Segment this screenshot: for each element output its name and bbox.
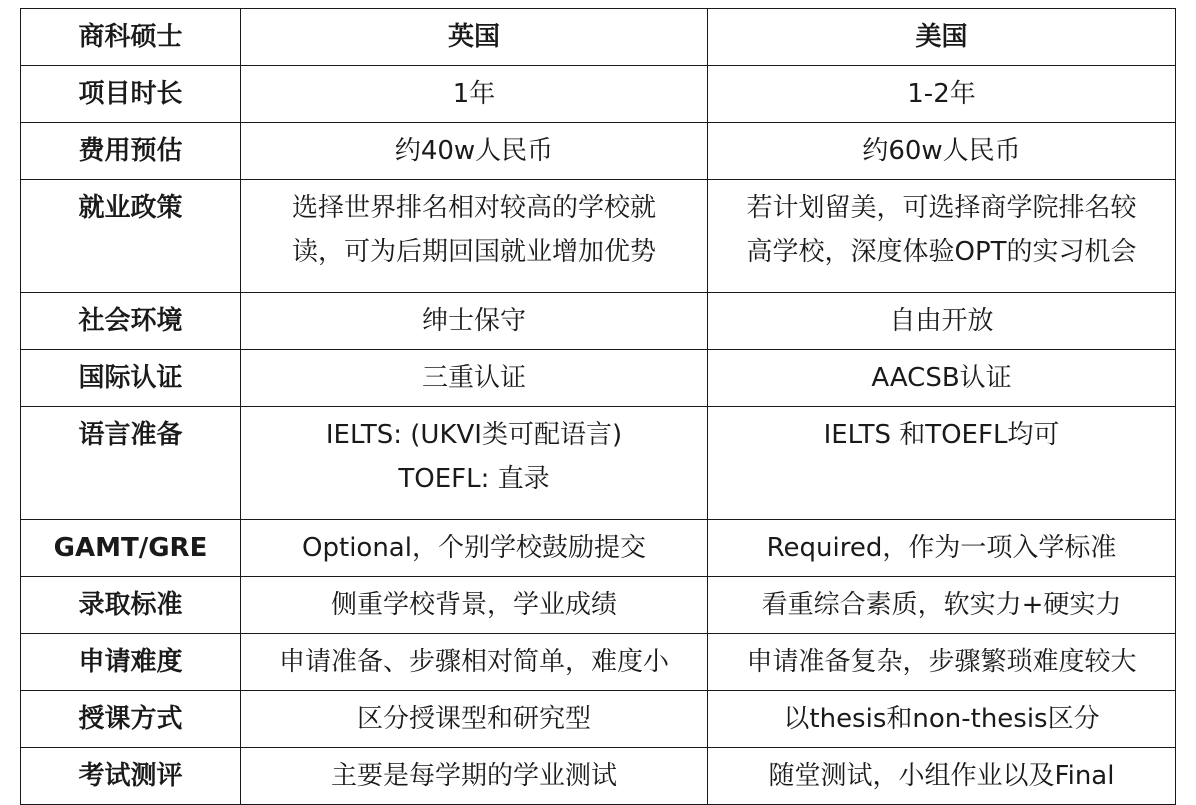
uk-cell xyxy=(241,691,708,748)
row-label: 项目时长 xyxy=(21,66,241,123)
table-row xyxy=(21,293,1176,350)
cell-line: 约40w人民币 xyxy=(394,136,554,166)
us-cell xyxy=(708,691,1176,748)
us-cell xyxy=(708,123,1176,180)
uk-cell xyxy=(241,748,708,805)
cell-line: AACSB认证 xyxy=(871,363,1012,393)
row-label: 申请难度 xyxy=(21,634,241,691)
comparison-table xyxy=(20,8,1176,805)
cell-line: 申请准备、步骤相对简单，难度小 xyxy=(278,647,669,677)
row-label: 就业政策 xyxy=(21,180,241,293)
uk-cell xyxy=(241,66,708,123)
cell-line: IELTS 和TOEFL均可 xyxy=(823,420,1060,450)
cell-line: 若计划留美，可选择商学院排名较 xyxy=(746,193,1137,223)
uk-cell xyxy=(241,293,708,350)
cell-line: 三重认证 xyxy=(421,363,526,393)
table-row xyxy=(21,180,1176,293)
cell-line: 选择世界排名相对较高的学校就 xyxy=(291,193,656,223)
row-label: 费用预估 xyxy=(21,123,241,180)
cell-line: IELTS: (UKVI类可配语言) xyxy=(325,420,623,450)
uk-cell xyxy=(241,180,708,293)
cell-line: 高学校，深度体验OPT的实习机会 xyxy=(746,237,1137,267)
uk-cell xyxy=(241,350,708,407)
us-cell xyxy=(708,577,1176,634)
cell-line: 自由开放 xyxy=(889,306,994,336)
header-cell: 英国 xyxy=(241,9,708,66)
cell-line: 区分授课型和研究型 xyxy=(356,704,591,734)
table-row xyxy=(21,407,1176,520)
cell-line: 以thesis和non-thesis区分 xyxy=(783,704,1100,734)
uk-cell xyxy=(241,577,708,634)
uk-cell xyxy=(241,407,708,520)
us-cell xyxy=(708,66,1176,123)
cell-line: 主要是每学期的学业测试 xyxy=(330,761,617,791)
header-cell: 美国 xyxy=(708,9,1176,66)
uk-cell xyxy=(241,123,708,180)
table-row xyxy=(21,66,1176,123)
table-row xyxy=(21,350,1176,407)
table-row xyxy=(21,123,1176,180)
cell-line: 绅士保守 xyxy=(421,306,526,336)
us-cell xyxy=(708,520,1176,577)
row-label: 语言准备 xyxy=(21,407,241,520)
us-cell xyxy=(708,407,1176,520)
cell-line: TOEFL: 直录 xyxy=(398,464,550,494)
row-label: 授课方式 xyxy=(21,691,241,748)
table-row xyxy=(21,634,1176,691)
us-cell xyxy=(708,293,1176,350)
table-body xyxy=(21,66,1176,805)
row-label: 考试测评 xyxy=(21,748,241,805)
table-row xyxy=(21,577,1176,634)
cell-line: 读，可为后期回国就业增加优势 xyxy=(291,237,656,267)
header-cell: 商科硕士 xyxy=(21,9,241,66)
cell-line: 1-2年 xyxy=(907,79,976,109)
us-cell xyxy=(708,634,1176,691)
cell-line: 侧重学校背景，学业成绩 xyxy=(330,590,617,620)
cell-line: 约60w人民币 xyxy=(862,136,1021,166)
cell-line: Required，作为一项入学标准 xyxy=(766,533,1117,563)
row-label: 国际认证 xyxy=(21,350,241,407)
cell-line: 申请准备复杂，步骤繁琐难度较大 xyxy=(746,647,1137,677)
row-label: 录取标准 xyxy=(21,577,241,634)
uk-cell xyxy=(241,520,708,577)
uk-cell xyxy=(241,634,708,691)
table-row xyxy=(21,691,1176,748)
cell-line: 1年 xyxy=(452,79,496,109)
cell-line: 看重综合素质，软实力+硬实力 xyxy=(761,590,1122,620)
cell-line: 随堂测试，小组作业以及Final xyxy=(768,761,1115,791)
us-cell xyxy=(708,180,1176,293)
cell-line: Optional，个别学校鼓励提交 xyxy=(302,533,646,563)
row-label: 社会环境 xyxy=(21,293,241,350)
table-row xyxy=(21,520,1176,577)
table-header-row xyxy=(21,9,1176,66)
row-label: GAMT/GRE xyxy=(21,520,241,577)
us-cell xyxy=(708,350,1176,407)
table-row xyxy=(21,748,1176,805)
us-cell xyxy=(708,748,1176,805)
